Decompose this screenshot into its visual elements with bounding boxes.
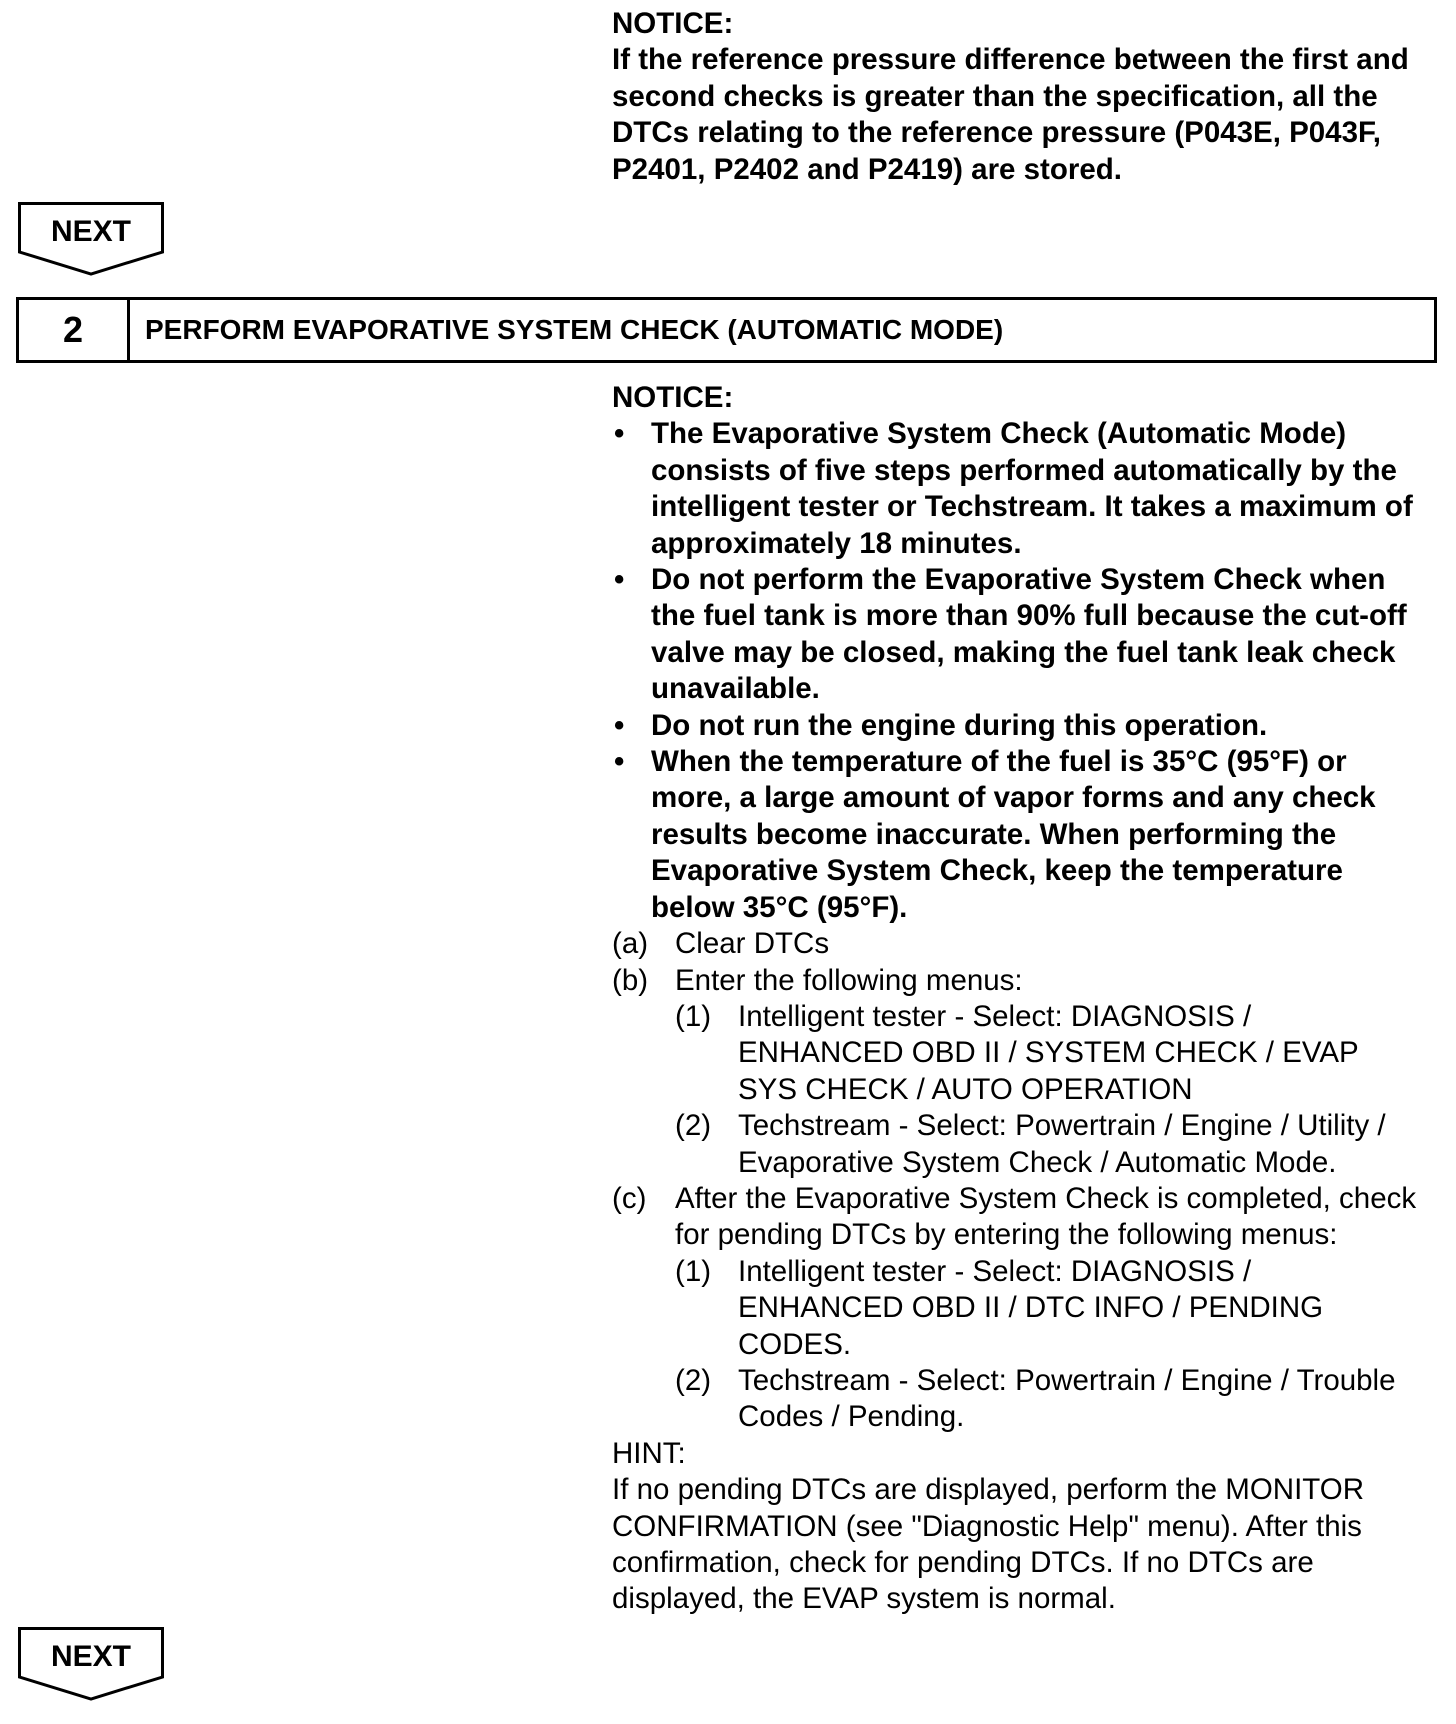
top-notice-line: second checks is greater than the specification, all the [612, 79, 1378, 113]
sub-item-line: Intelligent tester - Select: DIAGNOSIS / [738, 1254, 1252, 1288]
notice-bullet [612, 562, 1452, 708]
notice-bullet [612, 708, 1452, 744]
bullet-icon: • [614, 417, 625, 451]
sub-item-marker: (2) [675, 1109, 712, 1143]
top-notice-line: If the reference pressure difference between the first and [612, 43, 1409, 77]
sub-item-line: Evaporative System Check / Automatic Mode. [738, 1145, 1337, 1179]
bullet-line: Do not perform the Evaporative System Check when [651, 563, 1386, 597]
sub-item-line: SYS CHECK / AUTO OPERATION [738, 1072, 1193, 1106]
top-notice-line: P2401, P2402 and P2419) are stored. [612, 152, 1122, 186]
sub-item [675, 1254, 1452, 1363]
sub-item-line: Techstream - Select: Powertrain / Engine / Utility / [738, 1109, 1386, 1143]
bullet-line: unavailable. [651, 672, 820, 706]
sub-item [675, 1108, 1452, 1181]
item-marker: (c) [612, 1181, 647, 1215]
hint-line: CONFIRMATION (see "Diagnostic Help" menu). After this [612, 1509, 1362, 1543]
bullet-icon: • [614, 563, 625, 597]
sub-item-line: ENHANCED OBD II / SYSTEM CHECK / EVAP [738, 1036, 1359, 1070]
bullet-line: When the temperature of the fuel is 35°C (95°F) or [651, 745, 1347, 779]
bullet-line: below 35°C (95°F). [651, 890, 908, 924]
sub-item [675, 999, 1452, 1108]
step-header [16, 297, 1437, 363]
notice-bullet [612, 744, 1452, 926]
bullet-icon: • [614, 745, 625, 779]
notice-heading: NOTICE: [612, 381, 734, 414]
bullet-line: consists of five steps performed automatically by the [651, 453, 1397, 487]
hint [612, 1436, 1452, 1618]
item-line: Enter the following menus: [675, 963, 1023, 997]
hint-heading: HINT: [612, 1436, 686, 1470]
notice-bullet [612, 416, 1452, 562]
top-notice-heading: NOTICE: [612, 7, 734, 40]
next-label: NEXT [50, 1640, 131, 1673]
procedure-item-a [612, 926, 1452, 962]
bullet-line: The Evaporative System Check (Automatic Mode) [651, 417, 1347, 451]
sub-item-marker: (2) [675, 1363, 712, 1397]
top-notice [612, 6, 1452, 188]
sub-item-line: Intelligent tester - Select: DIAGNOSIS / [738, 999, 1252, 1033]
bullet-line: the fuel tank is more than 90% full because the cut-off [651, 599, 1407, 633]
sub-item-line: Techstream - Select: Powertrain / Engine / Trouble [738, 1363, 1396, 1397]
sub-item-marker: (1) [675, 999, 712, 1033]
procedure-item-b [612, 963, 1452, 1181]
notice [612, 380, 1452, 926]
bullet-line: results become inaccurate. When performing the [651, 817, 1337, 851]
step-number: 2 [19, 300, 130, 360]
hint-line: displayed, the EVAP system is normal. [612, 1582, 1116, 1616]
item-marker: (b) [612, 963, 649, 997]
item-line: Clear DTCs [675, 927, 830, 961]
bullet-line: intelligent tester or Techstream. It takes a maximum of [651, 490, 1413, 524]
sub-item [675, 1363, 1452, 1436]
sub-item-line: Codes / Pending. [738, 1400, 965, 1434]
hint-line: confirmation, check for pending DTCs. If no DTCs are [612, 1546, 1314, 1579]
sub-item-line: CODES. [738, 1327, 852, 1361]
bullet-icon: • [614, 708, 625, 742]
procedure-item-c [612, 1181, 1452, 1436]
bullet-line: valve may be closed, making the fuel tank leak check [651, 635, 1396, 669]
sub-item-marker: (1) [675, 1254, 712, 1288]
top-notice-line: DTCs relating to the reference pressure (P043E, P043F, [612, 116, 1381, 150]
next-button[interactable] [18, 1627, 164, 1701]
item-line: After the Evaporative System Check is completed, check [675, 1181, 1417, 1215]
next-button[interactable] [18, 202, 164, 276]
bullet-line: more, a large amount of vapor forms and any check [651, 781, 1376, 815]
hint-line: If no pending DTCs are displayed, perform the MONITOR [612, 1473, 1365, 1507]
step-title: PERFORM EVAPORATIVE SYSTEM CHECK (AUTOMATIC MODE) [145, 314, 1004, 345]
bullet-line: Do not run the engine during this operation. [651, 708, 1268, 742]
item-line: for pending DTCs by entering the following menus: [675, 1218, 1338, 1252]
bullet-line: approximately 18 minutes. [651, 526, 1022, 560]
sub-item-line: ENHANCED OBD II / DTC INFO / PENDING [738, 1291, 1324, 1325]
step-content [612, 380, 1452, 1618]
item-marker: (a) [612, 927, 649, 961]
bullet-line: Evaporative System Check, keep the temperature [651, 854, 1343, 888]
next-label: NEXT [50, 215, 131, 248]
